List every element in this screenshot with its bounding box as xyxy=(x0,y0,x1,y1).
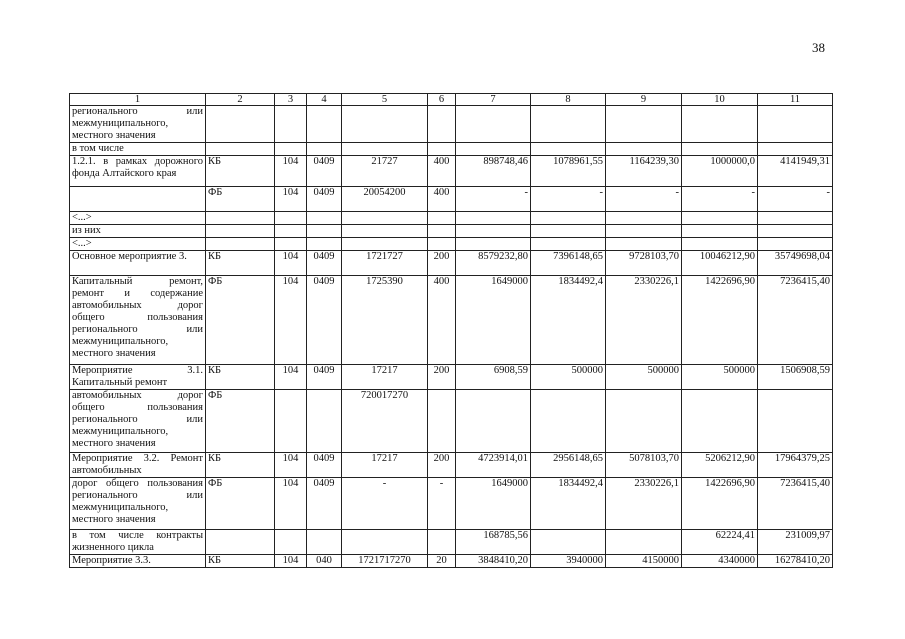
table-cell: 720017270 xyxy=(342,390,428,453)
table-cell: 2956148,65 xyxy=(531,453,606,478)
table-row xyxy=(70,187,833,212)
table-cell: 0409 xyxy=(307,478,342,530)
table-cell xyxy=(682,106,758,143)
table-cell xyxy=(307,390,342,453)
table-cell xyxy=(342,530,428,555)
table-cell: 0409 xyxy=(307,187,342,212)
table-cell xyxy=(275,143,307,156)
table-cell xyxy=(275,530,307,555)
table-cell: 200 xyxy=(428,251,456,276)
row-label-cell: Мероприятие 3.2. Ремонт автомобильных xyxy=(70,453,206,478)
table-cell xyxy=(606,225,682,238)
table-cell: 1649000 xyxy=(456,276,531,365)
table-cell xyxy=(275,212,307,225)
row-label-cell: Капитальный ремонт, ремонт и содержание автомобильных дорог общего пользования регионального или межмуниципального, местного значения xyxy=(70,276,206,365)
table-cell xyxy=(531,238,606,251)
table-cell xyxy=(682,225,758,238)
table-cell xyxy=(758,238,833,251)
table-cell: 104 xyxy=(275,156,307,187)
table-cell: 1725390 xyxy=(342,276,428,365)
table-row xyxy=(70,276,833,365)
table-cell: 200 xyxy=(428,453,456,478)
table-cell: 20054200 xyxy=(342,187,428,212)
table-cell xyxy=(758,106,833,143)
table-cell: 2330226,1 xyxy=(606,276,682,365)
table-cell xyxy=(428,530,456,555)
table-cell: 35749698,04 xyxy=(758,251,833,276)
table-cell xyxy=(428,106,456,143)
table-row xyxy=(70,156,833,187)
table-cell xyxy=(206,225,275,238)
table-cell xyxy=(606,238,682,251)
table-cell xyxy=(342,225,428,238)
table-cell xyxy=(428,390,456,453)
column-header: 1 xyxy=(70,94,206,106)
table-cell: 1078961,55 xyxy=(531,156,606,187)
table-cell: 62224,41 xyxy=(682,530,758,555)
column-header: 5 xyxy=(342,94,428,106)
table-cell xyxy=(682,238,758,251)
table-cell: 4340000 xyxy=(682,555,758,568)
budget-table xyxy=(69,93,833,568)
table-cell: 3940000 xyxy=(531,555,606,568)
row-label-cell: Мероприятие 3.1. Капитальный ремонт xyxy=(70,365,206,390)
table-cell xyxy=(456,238,531,251)
table-cell: 168785,56 xyxy=(456,530,531,555)
table-cell xyxy=(275,390,307,453)
table-row xyxy=(70,530,833,555)
table-cell: 7396148,65 xyxy=(531,251,606,276)
table-cell xyxy=(307,238,342,251)
page-number: 38 xyxy=(812,40,825,55)
table-cell: 4723914,01 xyxy=(456,453,531,478)
table-cell: 1834492,4 xyxy=(531,276,606,365)
table-cell xyxy=(342,212,428,225)
table-cell: - xyxy=(758,187,833,212)
table-cell xyxy=(307,530,342,555)
table-cell: ФБ xyxy=(206,187,275,212)
table-cell: 1506908,59 xyxy=(758,365,833,390)
table-cell xyxy=(428,238,456,251)
table-cell: 1721727 xyxy=(342,251,428,276)
table-row xyxy=(70,478,833,530)
table-cell xyxy=(206,212,275,225)
table-cell: - xyxy=(682,187,758,212)
table-cell: 1834492,4 xyxy=(531,478,606,530)
table-cell: 1422696,90 xyxy=(682,478,758,530)
row-label-cell xyxy=(70,187,206,212)
table-cell: 1000000,0 xyxy=(682,156,758,187)
table-cell: ФБ xyxy=(206,390,275,453)
table-cell: 5206212,90 xyxy=(682,453,758,478)
table-cell: 1422696,90 xyxy=(682,276,758,365)
table-row xyxy=(70,555,833,568)
table-cell xyxy=(606,390,682,453)
table-cell xyxy=(606,106,682,143)
row-label-cell: регионального или межмуниципального, местного значения xyxy=(70,106,206,143)
table-cell xyxy=(758,143,833,156)
table-cell xyxy=(531,212,606,225)
table-cell: 20 xyxy=(428,555,456,568)
table-cell: 9728103,70 xyxy=(606,251,682,276)
row-label-cell: в том числе контракты жизненного цикла xyxy=(70,530,206,555)
table-cell: 17217 xyxy=(342,453,428,478)
table-cell xyxy=(531,390,606,453)
table-row xyxy=(70,251,833,276)
table-row xyxy=(70,365,833,390)
table-cell: 0409 xyxy=(307,276,342,365)
column-header: 8 xyxy=(531,94,606,106)
table-cell xyxy=(307,212,342,225)
table-cell: КБ xyxy=(206,365,275,390)
column-header: 7 xyxy=(456,94,531,106)
table-cell: 104 xyxy=(275,555,307,568)
table-cell xyxy=(275,106,307,143)
table-cell: 6908,59 xyxy=(456,365,531,390)
row-label-cell: дорог общего пользования регионального или межмуниципального, местного значения xyxy=(70,478,206,530)
table-row xyxy=(70,212,833,225)
table-cell: 0409 xyxy=(307,156,342,187)
column-header: 3 xyxy=(275,94,307,106)
column-header: 11 xyxy=(758,94,833,106)
table-cell: 8579232,80 xyxy=(456,251,531,276)
table-cell: 17217 xyxy=(342,365,428,390)
table-cell: 040 xyxy=(307,555,342,568)
table-cell: 2330226,1 xyxy=(606,478,682,530)
table-cell: 400 xyxy=(428,156,456,187)
table-cell: 5078103,70 xyxy=(606,453,682,478)
row-label-cell: <...> xyxy=(70,212,206,225)
table-cell: 17964379,25 xyxy=(758,453,833,478)
table-cell xyxy=(758,225,833,238)
table-cell xyxy=(456,212,531,225)
table-cell: 200 xyxy=(428,365,456,390)
table-cell: КБ xyxy=(206,251,275,276)
table-cell xyxy=(342,238,428,251)
table-cell xyxy=(206,238,275,251)
table-cell xyxy=(531,530,606,555)
table-cell: 0409 xyxy=(307,365,342,390)
table-cell: - xyxy=(606,187,682,212)
table-row xyxy=(70,225,833,238)
row-label-cell: Мероприятие 3.3. xyxy=(70,555,206,568)
table-cell: 7236415,40 xyxy=(758,478,833,530)
table-cell xyxy=(531,143,606,156)
table-cell xyxy=(428,225,456,238)
table-cell: - xyxy=(428,478,456,530)
table-cell: 104 xyxy=(275,478,307,530)
table-row xyxy=(70,390,833,453)
row-label-cell: автомобильных дорог общего пользования регионального или межмуниципального, местного значения xyxy=(70,390,206,453)
table-cell xyxy=(606,143,682,156)
table-cell: КБ xyxy=(206,555,275,568)
table-cell xyxy=(342,106,428,143)
table-cell: 10046212,90 xyxy=(682,251,758,276)
table-cell xyxy=(456,390,531,453)
table-cell: 500000 xyxy=(531,365,606,390)
table-cell: КБ xyxy=(206,156,275,187)
column-header: 10 xyxy=(682,94,758,106)
table-cell: - xyxy=(342,478,428,530)
table-header-row xyxy=(70,94,833,106)
table-cell xyxy=(531,225,606,238)
table-row xyxy=(70,453,833,478)
table-cell xyxy=(531,106,606,143)
table-cell: - xyxy=(531,187,606,212)
column-header: 2 xyxy=(206,94,275,106)
table-cell xyxy=(206,530,275,555)
table-cell: 500000 xyxy=(606,365,682,390)
table-cell: 1164239,30 xyxy=(606,156,682,187)
table-cell xyxy=(682,143,758,156)
row-label-cell: в том числе xyxy=(70,143,206,156)
table-cell: 104 xyxy=(275,276,307,365)
table-cell: 16278410,20 xyxy=(758,555,833,568)
table-row xyxy=(70,143,833,156)
table-cell xyxy=(275,225,307,238)
row-label-cell: 1.2.1. в рамках дорожного фонда Алтайского края xyxy=(70,156,206,187)
table-cell: 400 xyxy=(428,276,456,365)
row-label-cell: из них xyxy=(70,225,206,238)
table-cell xyxy=(206,106,275,143)
table-cell: 1721717270 xyxy=(342,555,428,568)
table-cell xyxy=(758,212,833,225)
table-cell: ФБ xyxy=(206,478,275,530)
table-cell: 104 xyxy=(275,365,307,390)
table-cell: КБ xyxy=(206,453,275,478)
table-cell xyxy=(206,143,275,156)
table-cell: 104 xyxy=(275,187,307,212)
table-cell: 400 xyxy=(428,187,456,212)
table-cell xyxy=(682,390,758,453)
table-cell xyxy=(428,212,456,225)
table-cell xyxy=(307,143,342,156)
table-cell: 231009,97 xyxy=(758,530,833,555)
table-cell xyxy=(275,238,307,251)
table-cell xyxy=(456,225,531,238)
table-cell xyxy=(342,143,428,156)
table-cell xyxy=(758,390,833,453)
row-label-cell: Основное мероприятие 3. xyxy=(70,251,206,276)
column-header: 4 xyxy=(307,94,342,106)
table-cell: 7236415,40 xyxy=(758,276,833,365)
table-cell xyxy=(428,143,456,156)
table-cell: 104 xyxy=(275,453,307,478)
table-cell: 4141949,31 xyxy=(758,156,833,187)
table-cell: 500000 xyxy=(682,365,758,390)
column-header: 6 xyxy=(428,94,456,106)
table-cell xyxy=(606,212,682,225)
table-cell xyxy=(307,225,342,238)
table-cell: 1649000 xyxy=(456,478,531,530)
table-cell: 898748,46 xyxy=(456,156,531,187)
table-cell: ФБ xyxy=(206,276,275,365)
table-cell xyxy=(456,106,531,143)
column-header: 9 xyxy=(606,94,682,106)
table-cell: 4150000 xyxy=(606,555,682,568)
table-cell: 0409 xyxy=(307,453,342,478)
row-label-cell: <...> xyxy=(70,238,206,251)
table-cell: 0409 xyxy=(307,251,342,276)
table-cell xyxy=(682,212,758,225)
table-cell xyxy=(307,106,342,143)
table-row xyxy=(70,238,833,251)
table-cell xyxy=(456,143,531,156)
table-cell xyxy=(606,530,682,555)
table-cell: 21727 xyxy=(342,156,428,187)
table-cell: 3848410,20 xyxy=(456,555,531,568)
table-row xyxy=(70,106,833,143)
table-cell: 104 xyxy=(275,251,307,276)
table-cell: - xyxy=(456,187,531,212)
